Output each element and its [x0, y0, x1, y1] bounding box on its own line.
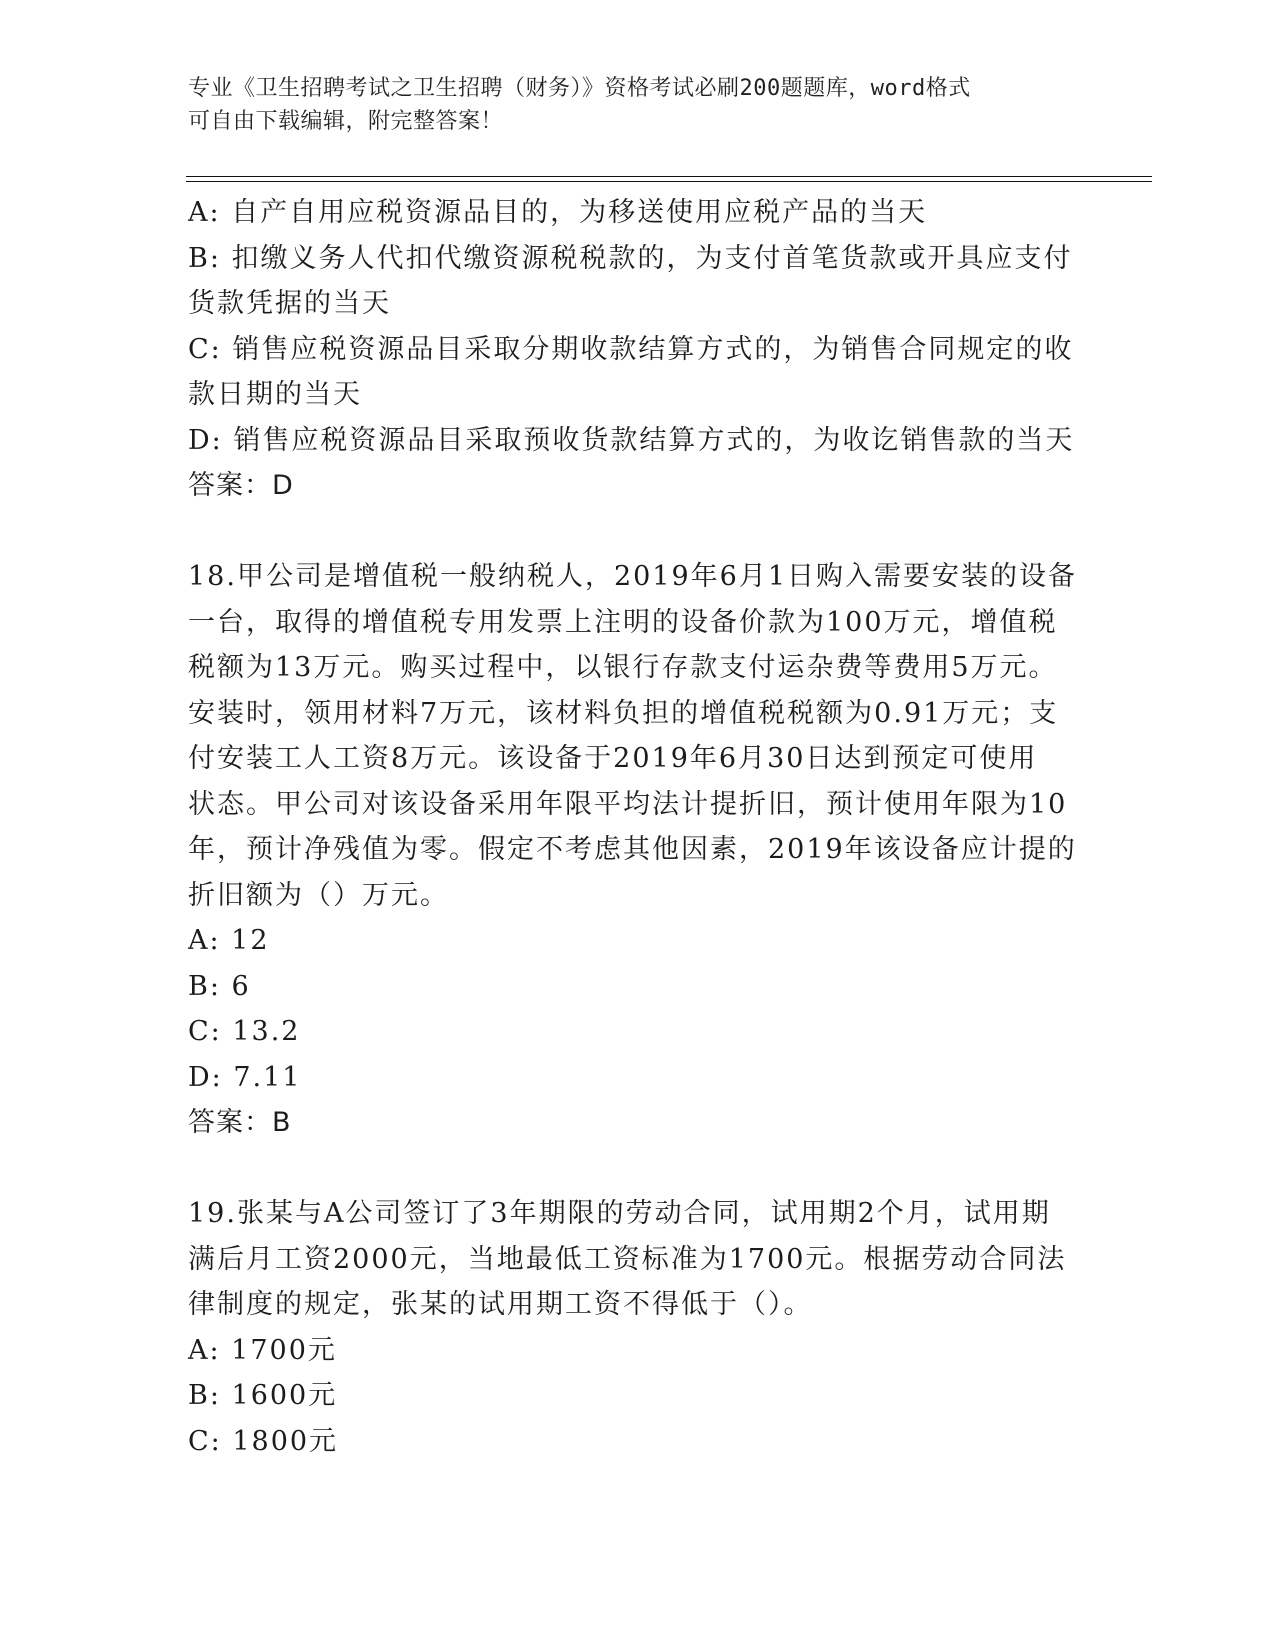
q17-option-c-line-1: C: 销售应税资源品目采取分期收款结算方式的，为销售合同规定的收	[188, 333, 1074, 365]
q19-stem-line-1: 19.张某与A公司签订了3年期限的劳动合同，试用期2个月，试用期	[188, 1198, 1051, 1229]
header-divider-bottom	[186, 181, 1152, 182]
spacer	[188, 1146, 1088, 1192]
q18-option-c: C: 13.2	[188, 1016, 301, 1047]
question-18-block	[188, 554, 1088, 1146]
spacer	[188, 509, 1088, 555]
q18-option-a: A: 12	[188, 925, 270, 956]
header-title-line-1: 专业《卫生招聘考试之卫生招聘（财务）》资格考试必刷200题题库，word格式	[188, 76, 971, 101]
q18-stem-line-8: 折旧额为（）万元。	[188, 879, 449, 911]
q17-option-a: A: 自产自用应税资源品目的，为移送使用应税产品的当天	[188, 197, 928, 228]
q18-stem-line-7: 年，预计净残值为零。假定不考虑其他因素，2019年该设备应计提的	[188, 834, 1077, 865]
q19-stem-line-2: 满后月工资2000元，当地最低工资标准为1700元。根据劳动合同法	[188, 1243, 1067, 1275]
q18-stem-line-2: 一台，取得的增值税专用发票上注明的设备价款为100万元，增值税	[188, 606, 1058, 638]
question-19-block	[188, 1191, 1088, 1464]
q19-option-c: C: 1800元	[188, 1425, 339, 1457]
q17-answer: 答案：D	[188, 470, 294, 501]
q18-stem-line-1: 18.甲公司是增值税一般纳税人，2019年6月1日购入需要安装的设备	[188, 561, 1078, 592]
q18-answer: 答案：B	[188, 1107, 292, 1138]
document-header	[188, 72, 1088, 138]
header-title-line-2: 可自由下载编辑，附完整答案！	[188, 109, 504, 134]
q17-option-b-line-2: 货款凭据的当天	[188, 288, 391, 319]
q17-option-b-line-1: B: 扣缴义务人代扣代缴资源税税款的，为支付首笔货款或开具应支付	[188, 242, 1073, 274]
q17-option-d: D: 销售应税资源品目采取预收货款结算方式的，为收讫销售款的当天	[188, 424, 1075, 456]
question-content	[188, 190, 1088, 1464]
q19-option-a: A: 1700元	[188, 1334, 337, 1366]
q18-stem-line-5: 付安装工人工资8万元。该设备于2019年6月30日达到预定可使用	[188, 743, 1038, 774]
q19-option-b: B: 1600元	[188, 1380, 338, 1411]
q18-stem-line-6: 状态。甲公司对该设备采用年限平均法计提折旧，预计使用年限为10	[188, 788, 1068, 820]
q18-stem-line-4: 安装时，领用材料7万元，该材料负担的增值税税额为0.91万元；支	[188, 697, 1059, 729]
q18-option-d: D: 7.11	[188, 1061, 302, 1093]
q19-stem-line-3: 律制度的规定，张某的试用期工资不得低于（）。	[188, 1289, 813, 1320]
q18-stem-line-3: 税额为13万元。购买过程中，以银行存款支付运杂费等费用5万元。	[188, 652, 1058, 683]
question-17-block	[188, 190, 1088, 509]
q17-option-c-line-2: 款日期的当天	[188, 379, 362, 410]
header-divider-top	[186, 176, 1152, 177]
q18-option-b: B: 6	[188, 970, 251, 1002]
